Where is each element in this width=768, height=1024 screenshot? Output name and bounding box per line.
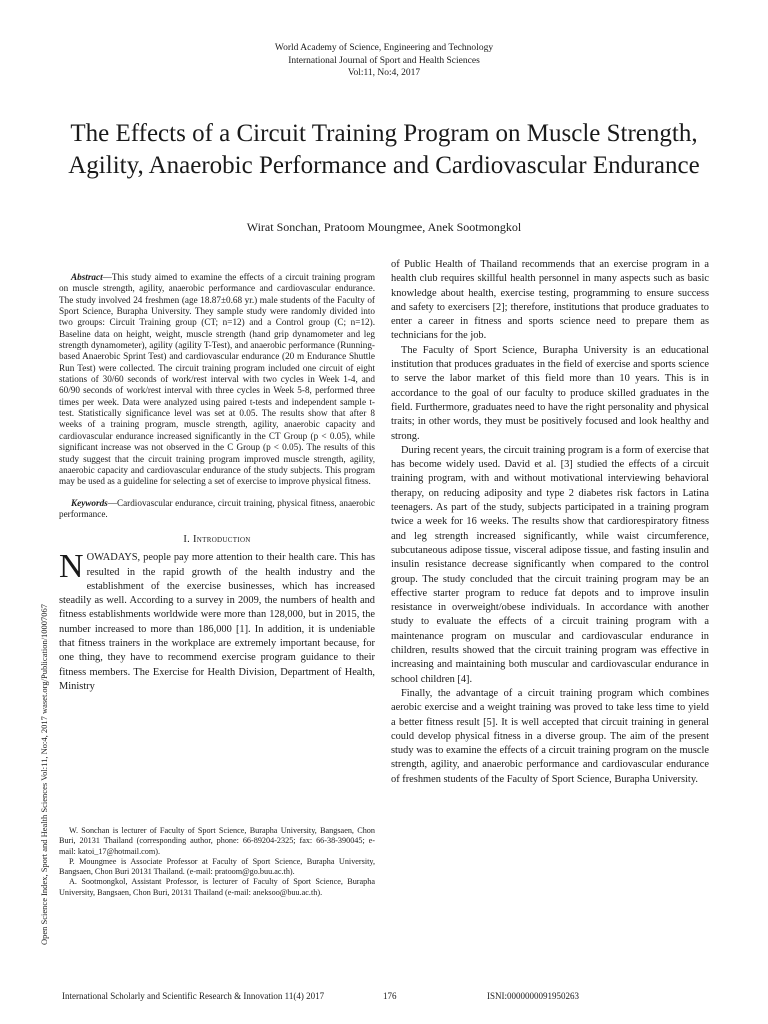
footnote-author-3: A. Sootmongkol, Assistant Professor, is lecturer of Faculty of Sport Science, Burapha University, Bangsaen, Chon Buri, 20131 Thailand (e-mail: aneksoo@buu.ac.th). [59,877,375,897]
paper-title: The Effects of a Circuit Training Program on Muscle Strength, Agility, Anaerobic Performance and Cardiovascular Endurance [68,120,700,179]
footer-publisher: International Scholarly and Scientific Research & Innovation 11(4) 2017 [62,991,325,1001]
abstract-label: Abstract [71,272,103,282]
body-paragraph: The Faculty of Sport Science, Burapha University is an educational institution that produces graduates in the field of exercise and sports science to serve the labor market of this field more than 10 years. This is in accordance to the goal of our faculty to produce skilled graduates in the field. Furthermore, graduates need to have the right personality and physical traits; in other words, they must be positively focused and look healthy and strong. [391,344,709,442]
section-number: I. [183,534,191,546]
section-heading-introduction [59,534,375,545]
intro-text: people pay more attention to their health care. This has resulted in the rapid growth of the health industry and the establishment of the exercise businesses, which has increased steadily as well. According to a survey in 2009, the numbers of health and fitness establishments worldwide were more than 128,000, but in 2015, the number increased to more than 186,000 [1]. In addition, it is undeniable that fitness trainers in the workplace are extremely important because, for one thing, they have to recommend exercise program guidance to their fitness members. The Exercise for Health Division, Department of Health, Ministry [59,552,375,692]
abstract [59,272,375,488]
keywords-label: Keywords [71,497,108,508]
page-number: 176 [383,991,397,1001]
journal-volume: Vol:11, No:4, 2017 [347,68,421,79]
right-column [391,258,709,787]
body-paragraph: Finally, the advantage of a circuit training program which combines aerobic exercise and a weight training was proved to take less time to yield a better fitness result [5]. It is well accepted that circuit training in general could develop physical fitness in a diverse group. The aim of the present study was to examine the effects of a circuit training program on the muscle strength, agility, and anaerobic performance and cardiovascular endurance of freshmen students of the Faculty of Sport Science, Burapha University. [391,687,709,785]
footer-isni: ISNI:0000000091950263 [487,991,579,1001]
journal-name: International Journal of Sport and Health Sciences [288,55,480,66]
body-paragraph: of Public Health of Thailand recommends that an exercise program in a health club requires skillful health personnel in many aspects such as basic knowledge about health, exercise testing, programming to ensure success and safety to exercisers [2]; therefore, institutions that produce graduates to enter a career in fitness and sports science need to prepare them as technicians for the job. [391,259,709,342]
journal-header [0,42,768,80]
side-citation-note: Open Science Index, Sport and Health Sciences Vol:11, No:4, 2017 waset.org/Publication/10007067 [39,603,49,945]
body-paragraph: During recent years, the circuit training program is a form of exercise that has become widely used. David et al. [3] studied the effects of a circuit training program, with and without motivational interviewing behavioral therapy, on reducing adiposity and type 2 diabetes risk factors in Latina teenagers. As part of the study, subjects participated in a training program twice a week for 16 weeks. The results show that cardiorespiratory fitness and leg strength increased significantly, while waist circumference, subcutaneous adipose tissue, visceral adipose tissue, and fasting insulin and insulin resistance decrease significantly when compared to the control group. The study concluded that the circuit training program may be an effective starter program to reduce fat depots and to improve insulin resistance in overweight/obese individuals. In accordance with another study to evaluate the effects of a circuit training program with a maintenance program on muscular and cardiovascular endurance in children, results showed that the circuit training program was effective in increasing and maintaining both muscular and cardiovascular endurance in school children [4]. [391,444,709,685]
intro-caps-word: OWADAYS, [86,552,141,564]
keywords [59,498,375,521]
intro-paragraph [59,548,375,694]
author-footnotes [59,826,375,898]
abstract-text: —This study aimed to examine the effects of a circuit training program on muscle strength, agility, anaerobic performance and cardiovascular endurance. The study involved 24 freshmen (age 18.87±0.68 yr.) male students of the Faculty of Sport Science, Burapha University. They sample study were randomly divided into two groups: Circuit Training group (CT; n=12) and a Control group (C; n=12). Baseline data on height, weight, muscle strength (hand grip dynamometer and leg strength dynamometer), agility (agility T-Test), and anaerobic performance (Running-based Anaerobic Sprint Test) and cardiovascular endurance (20 m Endurance Shuttle Run Test) were collected. The circuit training program included one circuit of eight stations of 30/60 seconds of work/rest interval with two cycles in Week 1-4, and 60/90 seconds of work/rest interval with three cycles in Week 5-8, performed three times per week. Data were analyzed using paired t-tests and independent sample t-test. Statistically significance level was set at 0.05. The results show that after 8 weeks of a training program, muscle strength, agility, anaerobic capacity and cardiovascular endurance increased significantly in the CT Group (p < 0.05), while significant increase was not observed in the C Group (p < 0.05). The results of this study suggest that the circuit training program improved muscle strength, agility, anaerobic capacity and cardiovascular endurance of the study subjects. This program may be used as a guideline for selecting a set of exercise to improve physical fitness. [59,272,375,487]
journal-publisher: World Academy of Science, Engineering and Technology [274,43,494,53]
footnote-author-2: P. Moungmee is Associate Professor at Faculty of Sport Science, Burapha University, Bangsaen, Chon Buri 20131 Thailand. (e-mail: pratoom@go.buu.ac.th). [59,856,375,877]
section-title: Introduction [193,534,251,546]
keywords-text: —Cardiovascular endurance, circuit training, physical fitness, anaerobic performance. [59,497,375,519]
paper-authors: Wirat Sonchan, Pratoom Moungmee, Anek Sootmongkol [246,220,522,234]
footnote-author-1: W. Sonchan is lecturer of Faculty of Sport Science, Burapha University, Bangsaen, Chon Buri, 20131 Thailand (corresponding author, phone: 66-89204-2325; fax: 66-38-390045; e-mail: katoi_17@hotmail.com). [59,826,375,856]
left-column [59,272,375,694]
dropcap-letter: N [59,548,84,586]
